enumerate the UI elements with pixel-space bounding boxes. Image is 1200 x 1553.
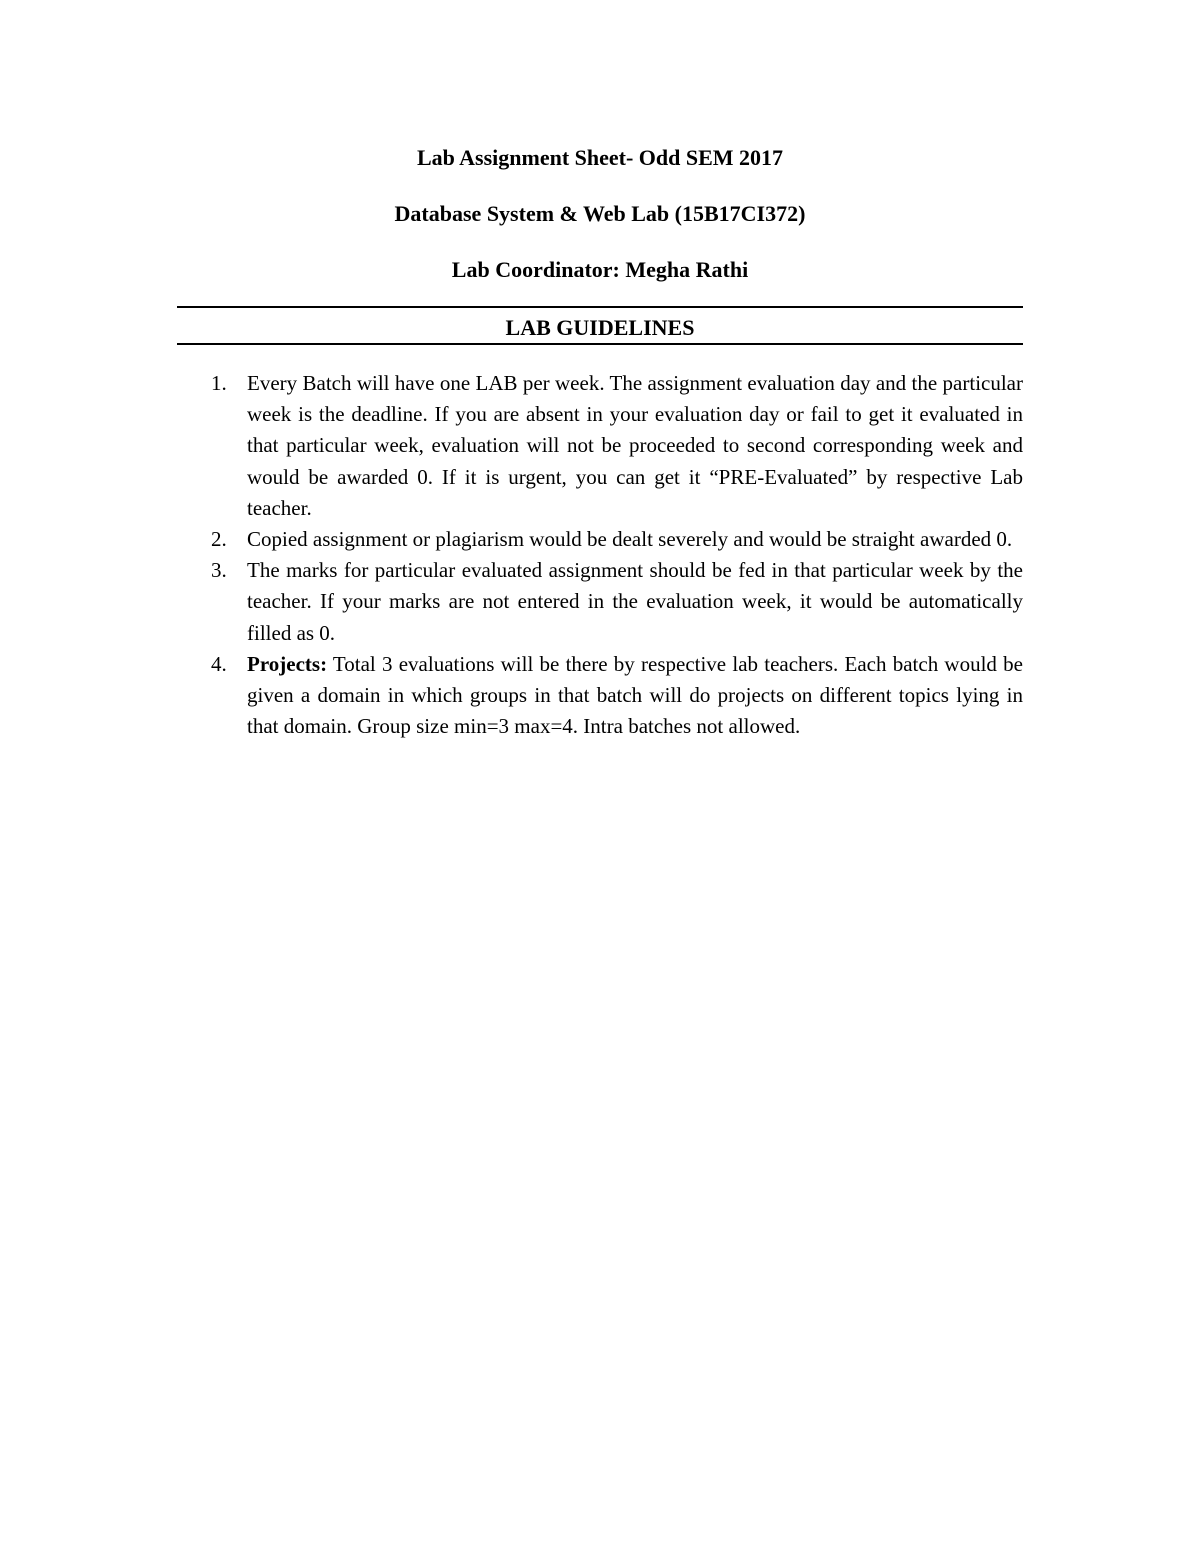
guideline-number: 1. xyxy=(211,371,227,395)
guideline-text: Every Batch will have one LAB per week. The assignment evaluation day and the particular week is the deadline. If you are absent in your evaluation day or fail to get it evaluated in that particular week, evaluation will not be proceeded to second corresponding week and would be awarded 0. If it is urgent, you can get it “PRE-Evaluated” by respective Lab teacher. xyxy=(247,371,1023,520)
guideline-text: Total 3 evaluations will be there by respective lab teachers. Each batch would be given a domain in which groups in that batch will do projects on different topics lying in that domain. Group size min=3 max=4. Intra batches not allowed. xyxy=(247,651,1023,739)
guideline-number: 2. xyxy=(211,527,227,552)
guideline-item xyxy=(211,555,1023,649)
guideline-item xyxy=(211,524,1023,555)
guideline-lead: Projects: xyxy=(247,651,328,676)
guideline-item xyxy=(211,368,1023,524)
section-rule-top xyxy=(177,306,1023,308)
guideline-number: 3. xyxy=(211,558,227,583)
section-rule-bottom xyxy=(177,343,1023,345)
document-title: Lab Assignment Sheet- Odd SEM 2017 xyxy=(416,145,784,170)
guideline-text: Copied assignment or plagiarism would be dealt severely and would be straight awarded 0. xyxy=(247,527,1013,552)
guideline-number: 4. xyxy=(211,651,227,676)
guideline-text: The marks for particular evaluated assignment should be fed in that particular week by the teacher. If your marks are not entered in the evaluation week, it would be automatically filled as 0. xyxy=(247,558,1023,645)
section-title: LAB GUIDELINES xyxy=(505,315,695,340)
course-name: Database System & Web Lab (15B17CI372) xyxy=(394,201,806,226)
lab-coordinator: Lab Coordinator: Megha Rathi xyxy=(451,257,749,282)
guidelines-list xyxy=(211,368,1023,742)
guideline-item xyxy=(211,649,1023,743)
